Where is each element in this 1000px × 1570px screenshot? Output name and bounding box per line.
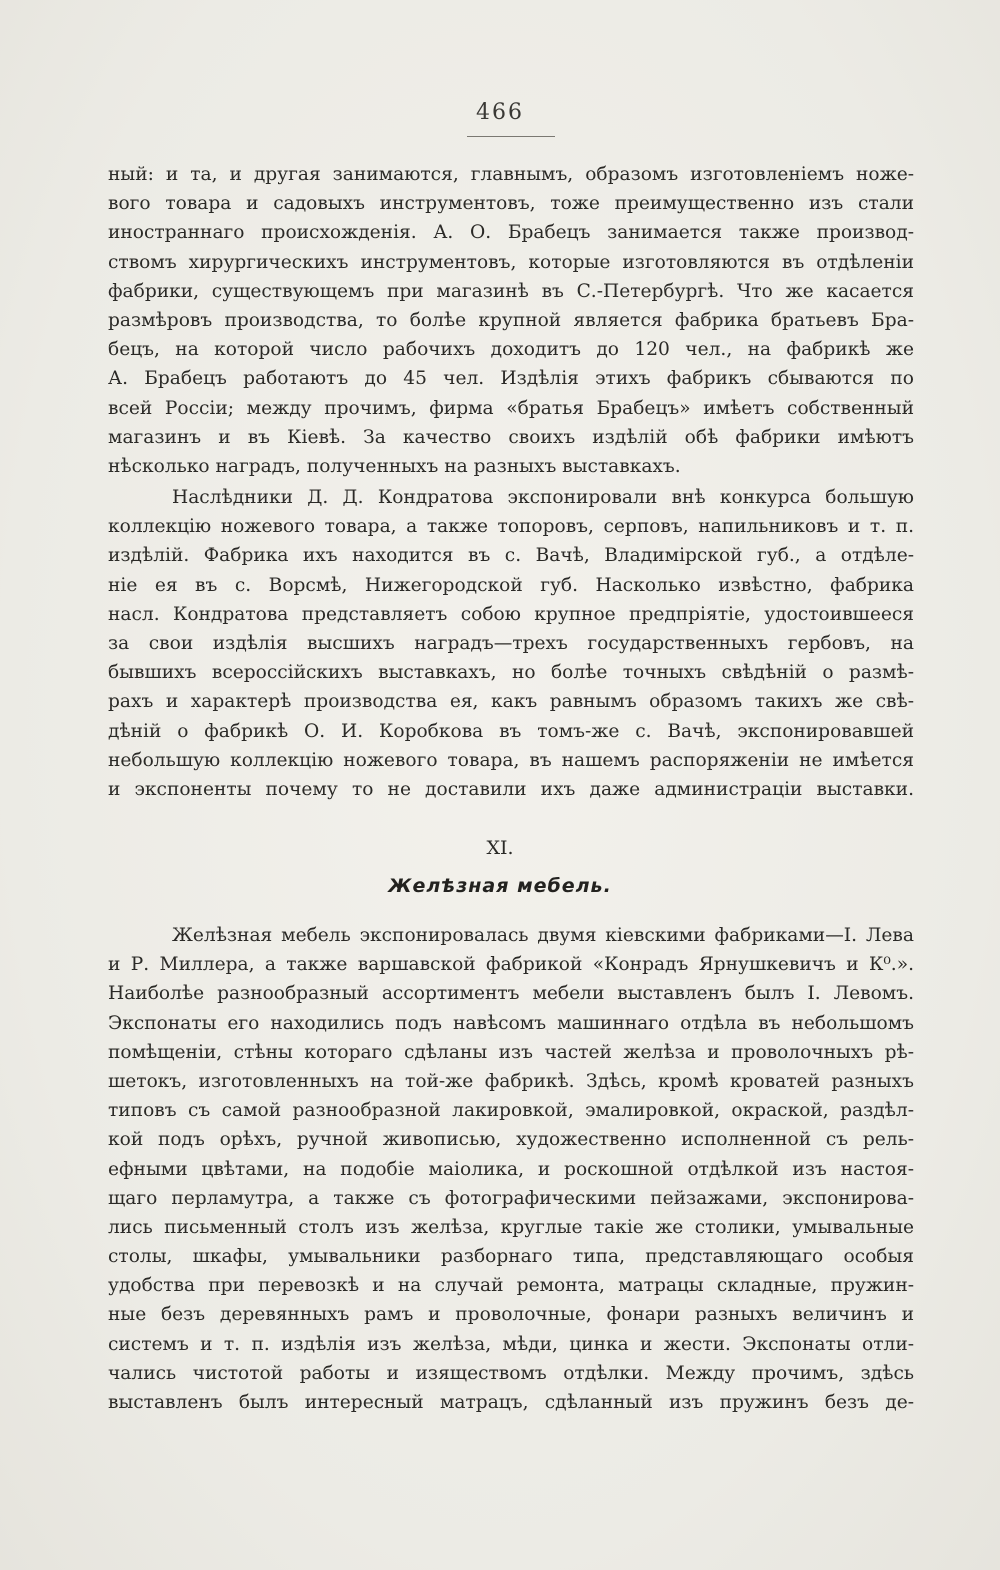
text-line: размѣровъ производства, то болѣе крупной является фабрика братьевъ Бра- bbox=[108, 309, 914, 331]
section-number: XI. bbox=[486, 837, 514, 859]
text-line: лись письменный столъ изъ желѣза, круглые такіе же столики, умывальные bbox=[108, 1216, 914, 1238]
text-line: и Р. Миллера, а также варшавской фабрикой «Конрадъ Ярнушкевичъ и К⁰.». bbox=[108, 954, 914, 976]
text-line: коллекцію ножевого товара, а также топоровъ, серповъ, напильниковъ и т. п. bbox=[108, 516, 914, 538]
text-line: ные безъ деревянныхъ рамъ и проволочные, фонари разныхъ величинъ и bbox=[108, 1304, 914, 1326]
text-line: типовъ съ самой разнообразной лакировкой, эмалировкой, окраской, раздѣл- bbox=[108, 1100, 914, 1122]
text-line: столы, шкафы, умывальники разборнаго типа, представляющаго особыя bbox=[108, 1246, 914, 1268]
text-line: Желѣзная мебель экспонировалась двумя кіевскими фабриками—І. Лева bbox=[172, 925, 914, 946]
text-line: системъ и т. п. издѣлія изъ желѣза, мѣди, цинка и жести. Экспонаты отли- bbox=[108, 1333, 914, 1355]
section-title: Желѣзная мебель. bbox=[388, 875, 612, 897]
text-line: удобства при перевозкѣ и на случай ремонта, матрацы складные, пружин- bbox=[108, 1275, 914, 1297]
text-line: ніе ея въ с. Ворсмѣ, Нижегородской губ. Насколько извѣстно, фабрика bbox=[108, 574, 914, 596]
text-line: Экспонаты его находились подъ навѣсомъ машиннаго отдѣла въ небольшомъ bbox=[108, 1012, 914, 1034]
text-line: иностраннаго происхожденія. А. О. Брабецъ занимается также производ- bbox=[108, 222, 914, 244]
text-line: бецъ, на которой число рабочихъ доходитъ до 120 чел., на фабрикѣ же bbox=[108, 339, 914, 361]
text-line: рахъ и характерѣ производства ея, какъ равнымъ образомъ такихъ же свѣ- bbox=[108, 691, 914, 713]
text-line: выставленъ былъ интересный матрацъ, сдѣланный изъ пружинъ безъ де- bbox=[108, 1392, 914, 1413]
paragraph-1 bbox=[108, 160, 914, 481]
text-line: помѣщеніи, стѣны котораго сдѣланы изъ частей желѣза и проволочныхъ рѣ- bbox=[108, 1041, 914, 1063]
text-line: кой подъ орѣхъ, ручной живописью, художественно исполненной съ рель- bbox=[108, 1129, 914, 1151]
text-line: ефными цвѣтами, на подобіе маіолика, и роскошной отдѣлкой изъ настоя- bbox=[108, 1158, 914, 1180]
paragraph-3 bbox=[108, 921, 914, 1417]
text-line: насл. Кондратова представляетъ собою крупное предпріятіе, удостоившееся bbox=[108, 603, 914, 625]
text-line: дѣній о фабрикѣ О. И. Коробкова въ томъ-же с. Вачѣ, экспонировавшей bbox=[108, 720, 914, 742]
text-line: шетокъ, изготовленныхъ на той-же фабрикѣ. Здѣсь, кромѣ кроватей разныхъ bbox=[108, 1070, 914, 1092]
page-number: 466 bbox=[476, 100, 524, 125]
text-line: вого товара и садовыхъ инструментовъ, тоже преимущественно изъ стали bbox=[108, 193, 914, 215]
text-line: магазинъ и въ Кіевѣ. За качество своихъ издѣлій обѣ фабрики имѣютъ bbox=[108, 426, 914, 448]
text-line: издѣлій. Фабрика ихъ находится въ с. Вачѣ, Владимірской губ., а отдѣле- bbox=[108, 545, 914, 567]
text-line: Наслѣдники Д. Д. Кондратова экспонировали внѣ конкурса большую bbox=[172, 487, 914, 508]
text-line: бывшихъ всероссійскихъ выставкахъ, но болѣе точныхъ свѣдѣній о размѣ- bbox=[108, 662, 914, 684]
text-line: Наиболѣе разнообразный ассортиментъ мебели выставленъ былъ І. Левомъ. bbox=[108, 983, 914, 1005]
text-line: чались чистотой работы и изяществомъ отдѣлки. Между прочимъ, здѣсь bbox=[108, 1362, 914, 1384]
text-line: всей Россіи; между прочимъ, фирма «братья Брабецъ» имѣетъ собственный bbox=[108, 397, 914, 419]
text-line: за свои издѣлія высшихъ наградъ—трехъ государственныхъ гербовъ, на bbox=[108, 632, 914, 654]
text-line: и экспоненты почему то не доставили ихъ даже администраціи выставки. bbox=[108, 778, 914, 800]
text-line: фабрики, существующемъ при магазинѣ въ С.-Петербургѣ. Что же касается bbox=[108, 280, 914, 302]
paragraph-2 bbox=[108, 483, 914, 804]
text-line: небольшую коллекцію ножевого товара, въ нашемъ распоряженіи не имѣется bbox=[108, 749, 914, 771]
text-line: А. Брабецъ работаютъ до 45 чел. Издѣлія этихъ фабрикъ сбываются по bbox=[108, 368, 914, 390]
text-line: щаго перламутра, а также съ фотографическими пейзажами, экспонирова- bbox=[108, 1187, 914, 1209]
text-line: ствомъ хирургическихъ инструментовъ, которые изготовляются въ отдѣленіи bbox=[108, 251, 914, 273]
page-number-rule bbox=[467, 136, 555, 137]
text-line: нѣсколько наградъ, полученныхъ на разныхъ выставкахъ. bbox=[108, 455, 681, 477]
text-line: ный: и та, и другая занимаются, главнымъ, образомъ изготовленіемъ ноже- bbox=[108, 164, 914, 185]
